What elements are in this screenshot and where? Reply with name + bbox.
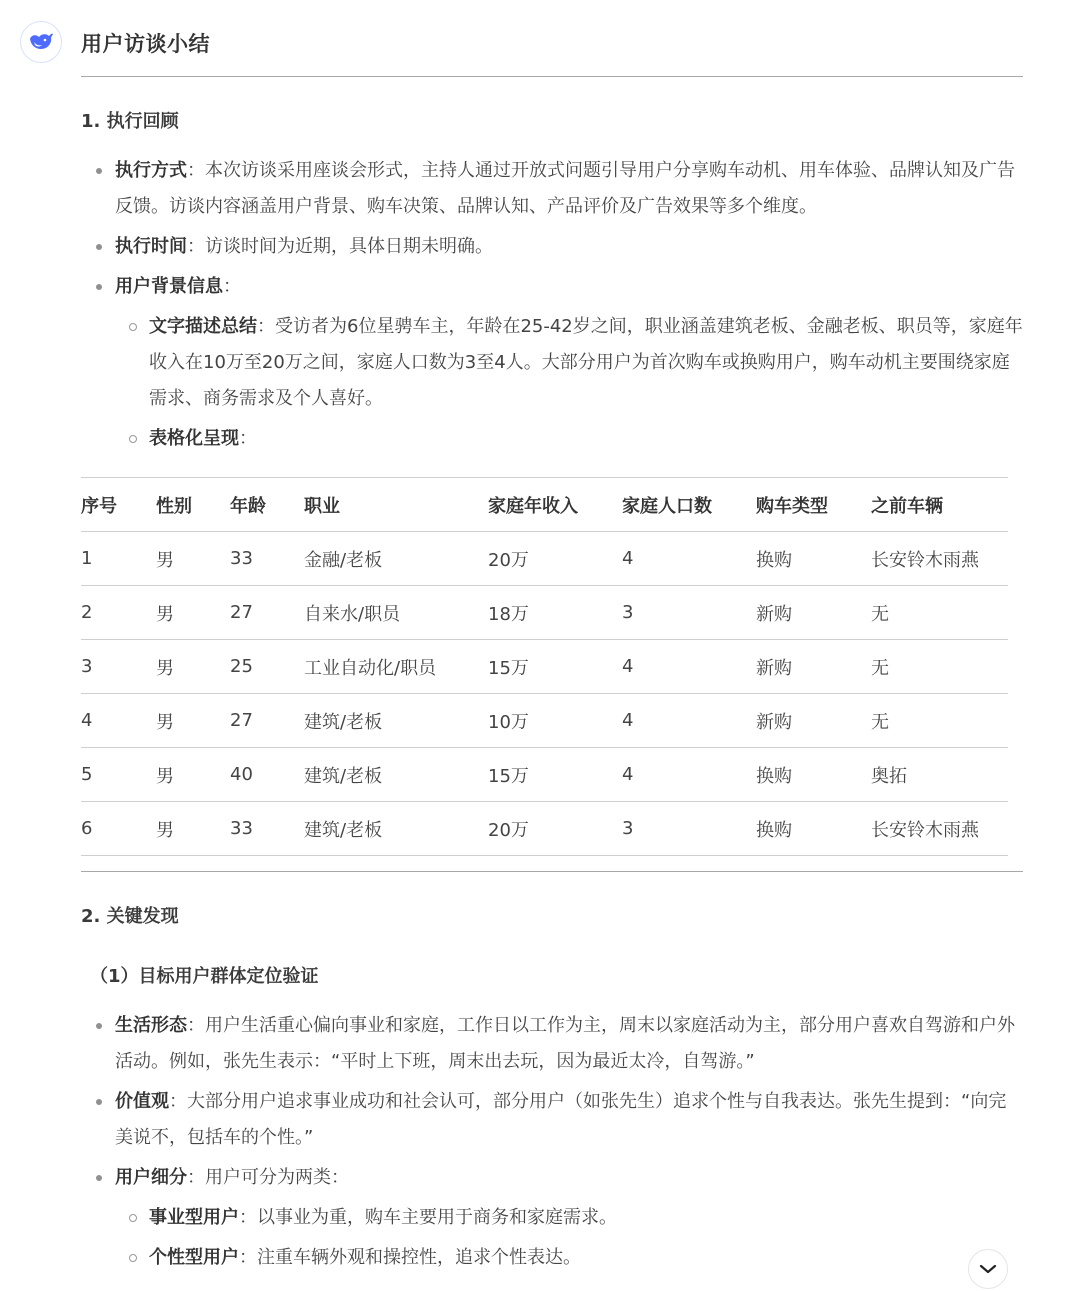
item-text: 以事业为重，购车主要用于商务和家庭需求。 xyxy=(257,1207,617,1228)
table-cell: 金融/老板 xyxy=(304,532,488,586)
item-text: 本次访谈采用座谈会形式，主持人通过开放式问题引导用户分享购车动机、用车体验、品牌认知及广告反馈。访谈内容涵盖用户背景、购车决策、品牌认知、产品评价及广告效果等多个维度。 xyxy=(115,160,1015,217)
table-cell: 4 xyxy=(81,694,156,748)
table-cell: 工业自动化/职员 xyxy=(304,640,488,694)
table-cell: 40 xyxy=(230,748,304,802)
table-cell: 换购 xyxy=(756,802,871,856)
sub-list-item: 个性型用户：注重车辆外观和操控性，追求个性表达。 xyxy=(81,1240,1023,1276)
table-cell: 25 xyxy=(230,640,304,694)
scroll-to-bottom-button[interactable] xyxy=(968,1249,1008,1289)
table-row xyxy=(81,586,1008,640)
item-label: 生活形态 xyxy=(115,1015,187,1036)
item-label: 表格化呈现 xyxy=(149,428,239,449)
review-list xyxy=(81,153,1023,461)
table-cell: 建筑/老板 xyxy=(304,748,488,802)
sub-list-item: 文字描述总结：受访者为6位星骋车主，年龄在25-42岁之间，职业涵盖建筑老板、金融老板、职员等，家庭年收入在10万至20万之间，家庭人口数为3至4人。大部分用户为首次购车或换购用户，购车动机主要围绕家庭需求、商务需求及个人喜好。 xyxy=(81,309,1023,417)
table-cell: 自来水/职员 xyxy=(304,586,488,640)
section-heading-review: 1. 执行回顾 xyxy=(81,111,179,132)
table-cell: 4 xyxy=(622,694,756,748)
list-item: 用户细分：用户可分为两类： xyxy=(81,1160,1023,1196)
table-row xyxy=(81,694,1008,748)
table-cell: 5 xyxy=(81,748,156,802)
table-cell: 长安铃木雨燕 xyxy=(871,532,1008,586)
item-text: 用户生活重心偏向事业和家庭，工作日以工作为主，周末以家庭活动为主，部分用户喜欢自驾游和户外活动。例如，张先生表示：“平时上下班，周末出去玩，因为最近太冷，自驾游。” xyxy=(115,1015,1015,1072)
item-text: 访谈时间为近期，具体日期未明确。 xyxy=(205,236,493,257)
table-cell: 15万 xyxy=(488,748,622,802)
column-header: 年龄 xyxy=(230,478,304,532)
table-cell: 长安铃木雨燕 xyxy=(871,802,1008,856)
table-cell: 6 xyxy=(81,802,156,856)
table-cell: 换购 xyxy=(756,748,871,802)
item-label: 执行方式 xyxy=(115,160,187,181)
item-text: 受访者为6位星骋车主，年龄在25-42岁之间，职业涵盖建筑老板、金融老板、职员等，家庭年收入在10万至20万之间，家庭人口数为3至4人。大部分用户为首次购车或换购用户，购车动机主要围绕家庭需求、商务需求及个人喜好。 xyxy=(149,316,1023,409)
table-cell: 男 xyxy=(156,532,230,586)
item-label: 用户背景信息 xyxy=(115,276,223,297)
column-header: 家庭年收入 xyxy=(488,478,622,532)
table-cell: 10万 xyxy=(488,694,622,748)
table-cell: 3 xyxy=(622,802,756,856)
table-cell: 男 xyxy=(156,694,230,748)
table-cell: 3 xyxy=(622,586,756,640)
deepseek-whale-logo-icon xyxy=(28,31,54,53)
table-cell: 男 xyxy=(156,802,230,856)
table-cell: 男 xyxy=(156,640,230,694)
table-cell: 新购 xyxy=(756,694,871,748)
chevron-down-icon xyxy=(979,1263,997,1275)
list-item: 价值观：大部分用户追求事业成功和社会认可，部分用户（如张先生）追求个性与自我表达。张先生提到：“向完美说不，包括车的个性。” xyxy=(81,1084,1023,1156)
item-label: 价值观 xyxy=(115,1091,169,1112)
column-header: 职业 xyxy=(304,478,488,532)
table-cell: 新购 xyxy=(756,640,871,694)
table-cell: 15万 xyxy=(488,640,622,694)
list-item: 执行时间：访谈时间为近期，具体日期未明确。 xyxy=(81,229,1023,265)
item-label: 事业型用户 xyxy=(149,1207,239,1228)
table-cell: 换购 xyxy=(756,532,871,586)
user-background-table xyxy=(81,477,1008,856)
table-cell: 建筑/老板 xyxy=(304,694,488,748)
table-cell: 4 xyxy=(622,748,756,802)
table-cell: 18万 xyxy=(488,586,622,640)
avatar xyxy=(20,21,62,63)
list-item: 执行方式：本次访谈采用座谈会形式，主持人通过开放式问题引导用户分享购车动机、用车体验、品牌认知及广告反馈。访谈内容涵盖用户背景、购车决策、品牌认知、产品评价及广告效果等多个维度。 xyxy=(81,153,1023,225)
table-cell: 20万 xyxy=(488,802,622,856)
column-header: 购车类型 xyxy=(756,478,871,532)
table-cell: 4 xyxy=(622,532,756,586)
item-label: 用户细分 xyxy=(115,1167,187,1188)
table-cell: 无 xyxy=(871,640,1008,694)
table-cell: 2 xyxy=(81,586,156,640)
page-title: 用户访谈小结 xyxy=(81,32,210,56)
column-header: 之前车辆 xyxy=(871,478,1008,532)
list-item: 用户背景信息： xyxy=(81,269,1023,305)
table-header-row xyxy=(81,478,1008,532)
table-cell: 33 xyxy=(230,532,304,586)
table-cell: 20万 xyxy=(488,532,622,586)
title-divider xyxy=(81,76,1023,77)
table-cell: 33 xyxy=(230,802,304,856)
section-divider xyxy=(81,871,1023,872)
table-cell: 奥拓 xyxy=(871,748,1008,802)
item-label: 个性型用户 xyxy=(149,1247,239,1268)
table-cell: 27 xyxy=(230,694,304,748)
table-cell: 3 xyxy=(81,640,156,694)
table-row xyxy=(81,802,1008,856)
table-cell: 4 xyxy=(622,640,756,694)
table-cell: 新购 xyxy=(756,586,871,640)
table-cell: 27 xyxy=(230,586,304,640)
table-cell: 无 xyxy=(871,694,1008,748)
section-heading-findings: 2. 关键发现 xyxy=(81,906,179,927)
table-row xyxy=(81,640,1008,694)
list-item: 生活形态：用户生活重心偏向事业和家庭，工作日以工作为主，周末以家庭活动为主，部分用户喜欢自驾游和户外活动。例如，张先生表示：“平时上下班，周末出去玩，因为最近太冷，自驾游。” xyxy=(81,1008,1023,1080)
table-cell: 男 xyxy=(156,586,230,640)
sub-list-item: 事业型用户：以事业为重，购车主要用于商务和家庭需求。 xyxy=(81,1200,1023,1236)
table-row xyxy=(81,532,1008,586)
item-label: 执行时间 xyxy=(115,236,187,257)
sub-list-item: 表格化呈现： xyxy=(81,421,1023,457)
column-header: 序号 xyxy=(81,478,156,532)
table-cell: 无 xyxy=(871,586,1008,640)
subsection-heading: （1）目标用户群体定位验证 xyxy=(90,966,319,987)
item-text: 注重车辆外观和操控性，追求个性表达。 xyxy=(257,1247,581,1268)
item-text: 大部分用户追求事业成功和社会认可，部分用户（如张先生）追求个性与自我表达。张先生提到：“向完美说不，包括车的个性。” xyxy=(115,1091,1007,1148)
table-cell: 1 xyxy=(81,532,156,586)
findings-list xyxy=(81,1008,1023,1280)
item-text: 用户可分为两类： xyxy=(205,1167,349,1188)
column-header: 性别 xyxy=(156,478,230,532)
table-row xyxy=(81,748,1008,802)
table-cell: 男 xyxy=(156,748,230,802)
column-header: 家庭人口数 xyxy=(622,478,756,532)
item-label: 文字描述总结 xyxy=(149,316,257,337)
table-cell: 建筑/老板 xyxy=(304,802,488,856)
